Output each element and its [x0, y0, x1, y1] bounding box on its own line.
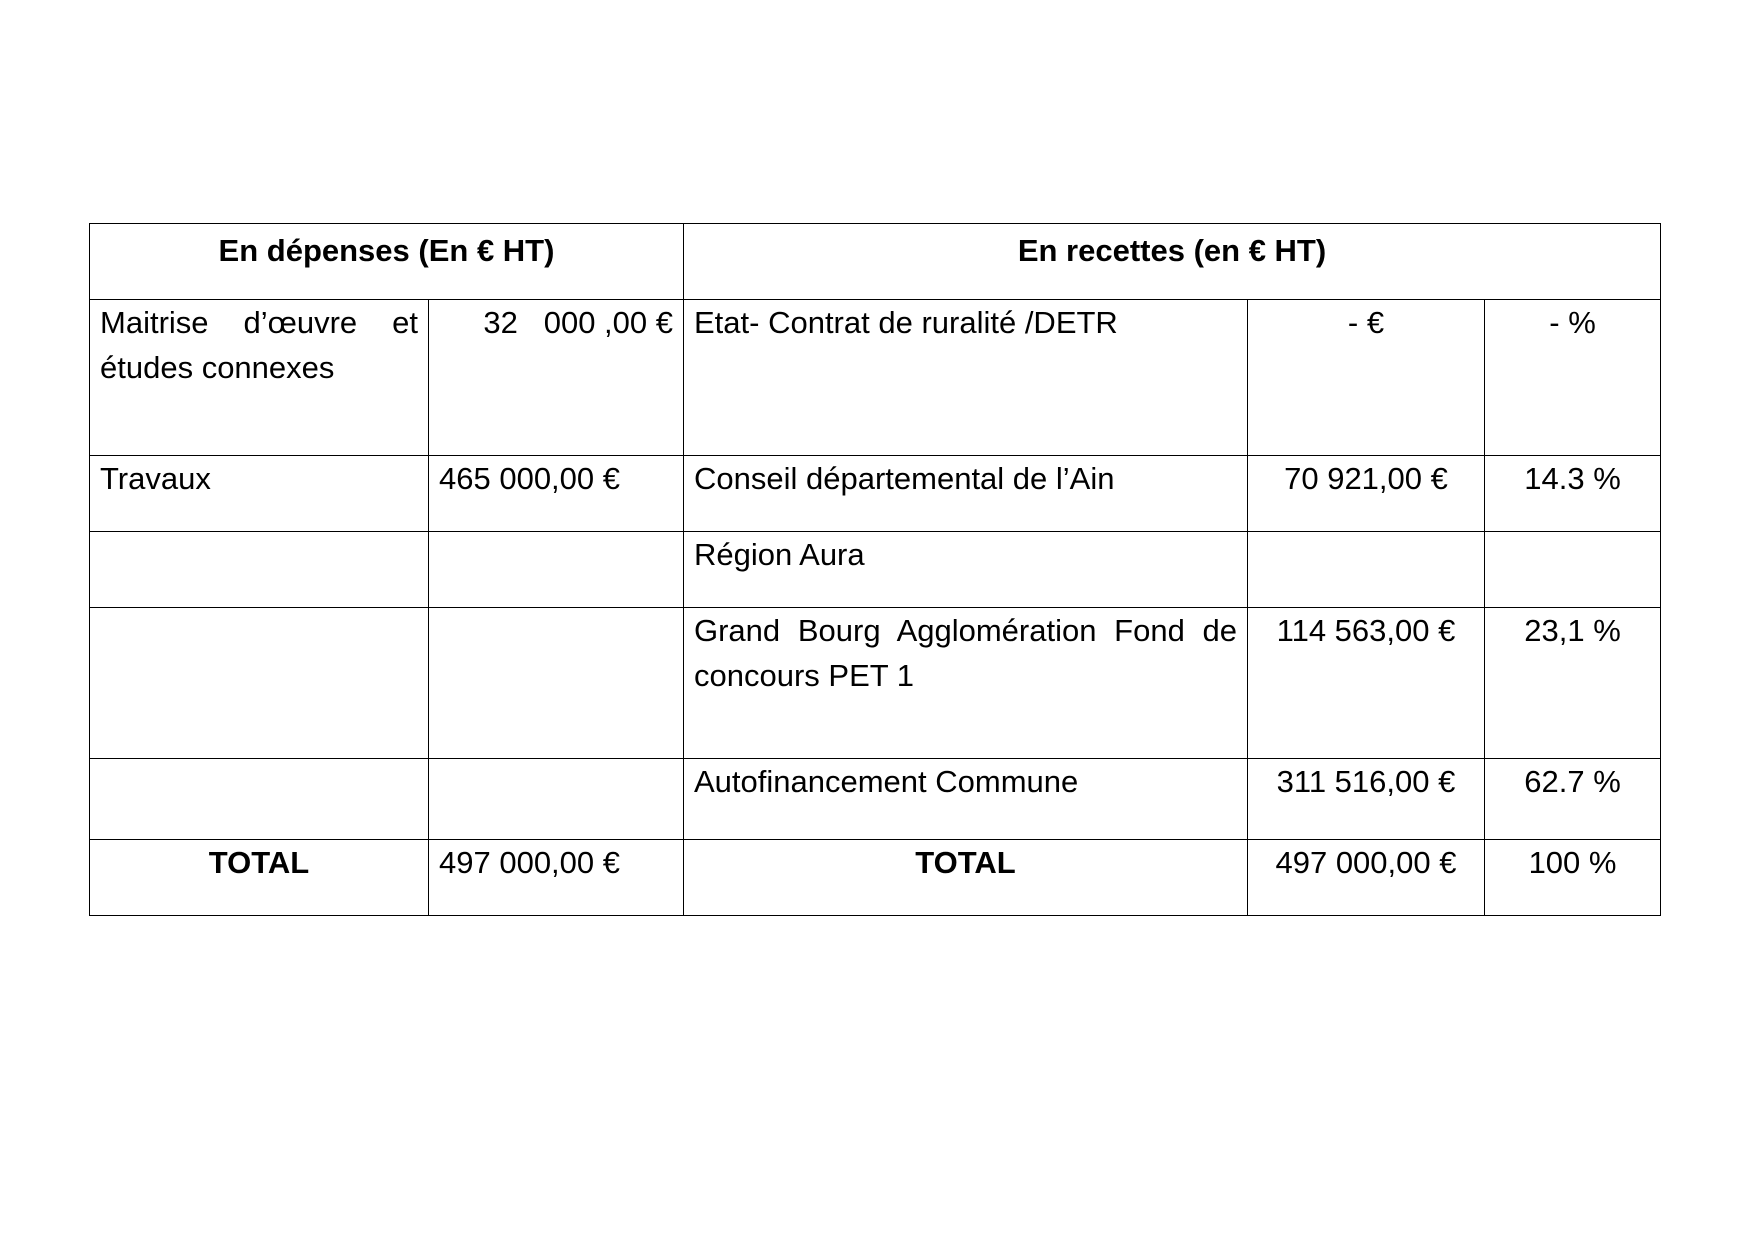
table-row: [90, 759, 1661, 840]
recette-label: Grand Bourg Agglomération Fond de concours PET 1: [684, 608, 1248, 759]
depense-amount: 465 000,00 €: [429, 456, 684, 532]
depenses-header: En dépenses (En € HT): [90, 224, 684, 300]
total-depense-amount: 497 000,00 €: [429, 840, 684, 916]
depense-label: [90, 532, 429, 608]
recette-label: Etat- Contrat de ruralité /DETR: [684, 300, 1248, 456]
table-row: [90, 532, 1661, 608]
table-row: [90, 608, 1661, 759]
budget-table: [89, 223, 1661, 916]
header-row: [90, 224, 1661, 300]
recette-label: Conseil départemental de l’Ain: [684, 456, 1248, 532]
table-row: [90, 300, 1661, 456]
depense-label: Maitrise d’œuvre et études connexes: [90, 300, 429, 456]
depense-amount: [429, 759, 684, 840]
recette-percent: 14.3 %: [1485, 456, 1661, 532]
table-row: [90, 456, 1661, 532]
depense-amount: 32 000 ,00 €: [429, 300, 684, 456]
total-recette-label: TOTAL: [684, 840, 1248, 916]
recette-amount: 311 516,00 €: [1248, 759, 1485, 840]
depense-label: [90, 608, 429, 759]
total-recette-percent: 100 %: [1485, 840, 1661, 916]
recette-percent: [1485, 532, 1661, 608]
recette-percent: - %: [1485, 300, 1661, 456]
depense-label: [90, 759, 429, 840]
total-depense-label: TOTAL: [90, 840, 429, 916]
recette-percent: 62.7 %: [1485, 759, 1661, 840]
recette-label: Région Aura: [684, 532, 1248, 608]
recettes-header: En recettes (en € HT): [684, 224, 1661, 300]
recette-percent: 23,1 %: [1485, 608, 1661, 759]
depense-amount: [429, 532, 684, 608]
depense-amount: [429, 608, 684, 759]
recette-amount: [1248, 532, 1485, 608]
recette-amount: 114 563,00 €: [1248, 608, 1485, 759]
total-row: [90, 840, 1661, 916]
recette-label: Autofinancement Commune: [684, 759, 1248, 840]
total-recette-amount: 497 000,00 €: [1248, 840, 1485, 916]
recette-amount: 70 921,00 €: [1248, 456, 1485, 532]
recette-amount: - €: [1248, 300, 1485, 456]
depense-label: Travaux: [90, 456, 429, 532]
